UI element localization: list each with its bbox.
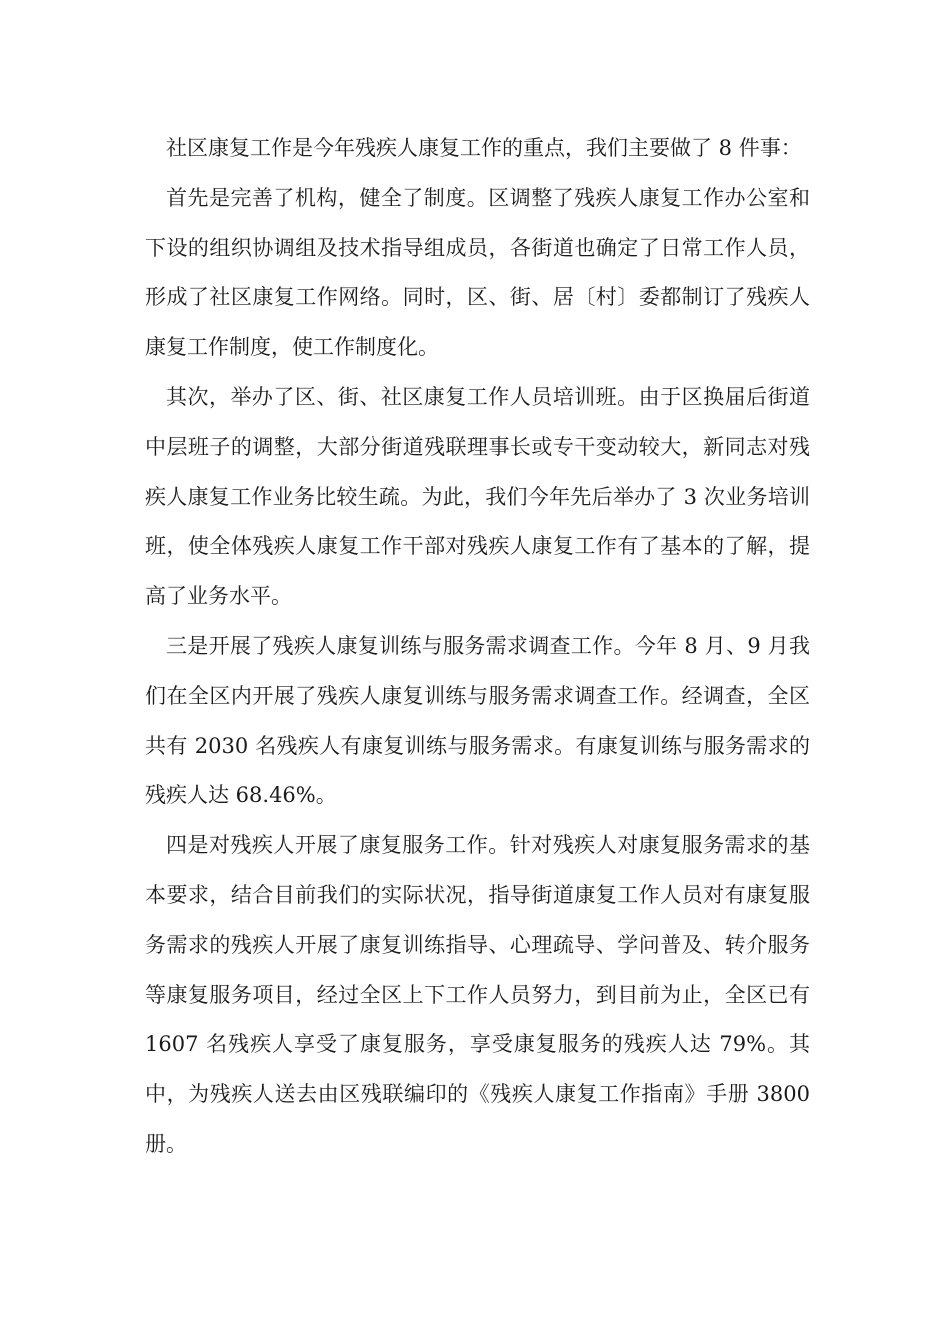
paragraph-intro: 社区康复工作是今年残疾人康复工作的重点，我们主要做了 8 件事： [166,136,802,160]
document-page [145,124,810,1170]
paragraph-first: 首先是完善了机构，健全了制度。区调整了残疾人康复工作办公室和下设的组织协调组及技术指导组成员，各街道也确定了日常工作人员，形成了社区康复工作网络。同时，区、街、居〔村〕委都制订了残疾人康复工作制度，使工作制度化。 [145,185,810,360]
paragraph-fourth: 四是对残疾人开展了康复服务工作。针对残疾人对康复服务需求的基本要求，结合目前我们的实际状况，指导街道康复工作人员对有康复服务需求的残疾人开展了康复训练指导、心理疏导、学问普及、转介服务等康复服务项目，经过全区上下工作人员努力，到目前为止，全区已有 1607 名残疾人享受了康复服务，享受康复服务的残疾人达 79%。其中，为残疾人送去由区残联编印的《残疾人康复工作指南》手册 3800 册。 [145,833,810,1156]
paragraph-third: 三是开展了残疾人康复训练与服务需求调查工作。今年 8 月、9 月我们在全区内开展了残疾人康复训练与服务需求调查工作。经调查，全区共有 2030 名残疾人有康复训练与服务需求。有康复训练与服务需求的残疾人达 68.46%。 [145,633,810,808]
paragraph-second: 其次，举办了区、街、社区康复工作人员培训班。由于区换届后街道中层班子的调整，大部分街道残联理事长或专干变动较大，新同志对残疾人康复工作业务比较生疏。为此，我们今年先后举办了 3 次业务培训班，使全体残疾人康复工作干部对残疾人康复工作有了基本的了解，提高了业务水平。 [145,384,810,609]
